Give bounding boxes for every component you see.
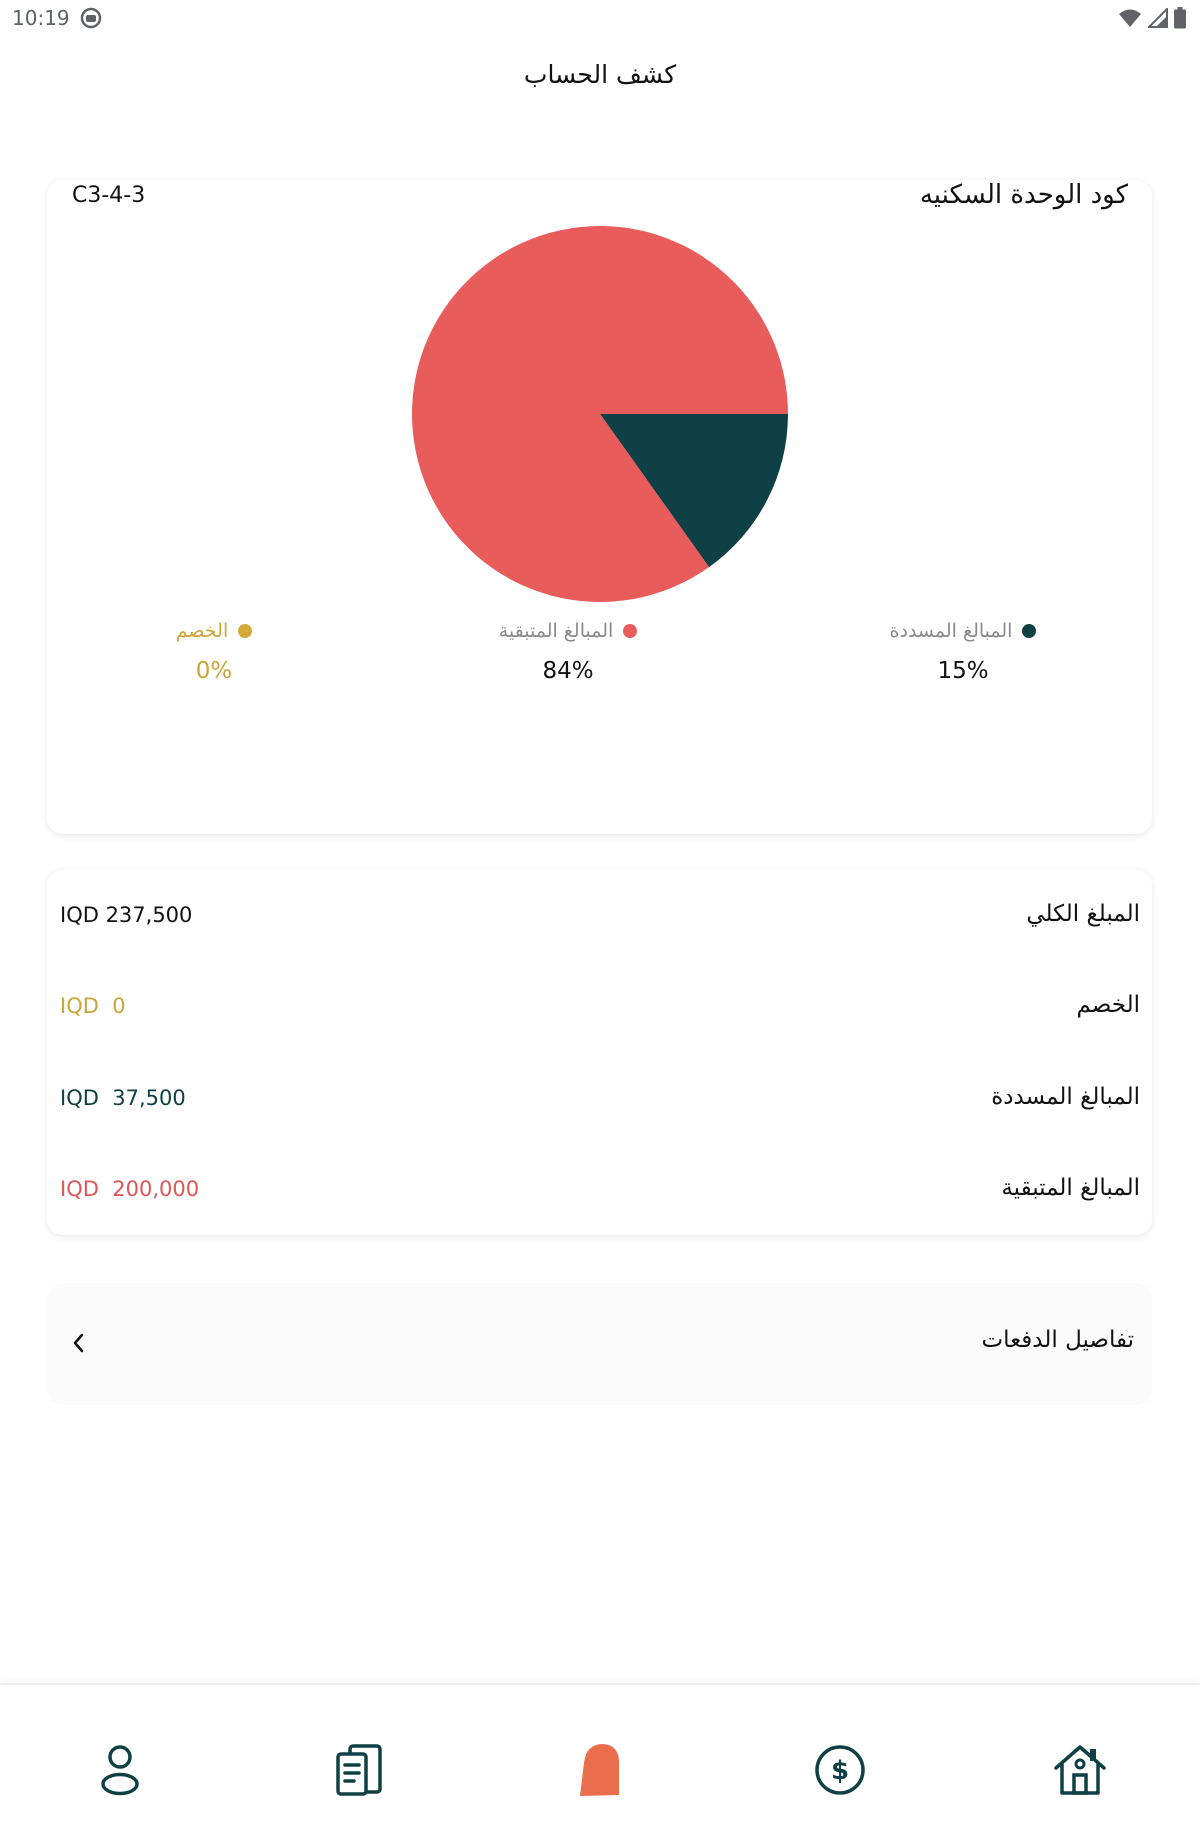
legend-discount [104, 620, 324, 684]
payment-details-button[interactable] [47, 1283, 1152, 1405]
legend-paid-percent: 15% [937, 658, 989, 684]
amount-label: المبالغ المسددة [991, 1084, 1140, 1110]
amount-row-paid [47, 1084, 1152, 1124]
status-time: 10:19 [12, 6, 70, 30]
nav-home[interactable] [1045, 1735, 1115, 1805]
page-title: كشف الحساب [523, 60, 677, 89]
svg-text:$: $ [830, 1756, 850, 1786]
nav-payments[interactable] [805, 1735, 875, 1805]
legend-remaining-dot [623, 624, 637, 638]
amount-label: الخصم [1076, 992, 1140, 1018]
bottom-navigation [0, 1683, 1200, 1833]
unit-code-label: كود الوحدة السكنيه [919, 180, 1128, 210]
amount-row-discount [47, 992, 1152, 1032]
home-icon [1052, 1743, 1108, 1797]
amount-row-remaining [47, 1175, 1152, 1215]
unit-code-value: C3-4-3 [72, 183, 146, 208]
amount-value: IQD 237,500 [60, 903, 193, 927]
legend-paid-dot [1022, 624, 1036, 638]
wifi-icon [1118, 8, 1142, 28]
amount-row-total [47, 901, 1152, 941]
legend-remaining-label: المبالغ المتبقية [498, 620, 614, 642]
account-chart-card [47, 180, 1152, 834]
amount-value: IQD 0 [60, 994, 126, 1018]
signal-icon [1148, 8, 1168, 28]
nav-documents[interactable] [325, 1735, 395, 1805]
dollar-icon [813, 1743, 867, 1797]
nav-profile[interactable] [85, 1735, 155, 1805]
legend-remaining-percent: 84% [542, 658, 594, 684]
profile-icon [98, 1744, 142, 1796]
legend-remaining [458, 620, 678, 684]
amount-label: المبلغ الكلي [1026, 901, 1140, 927]
legend-discount-label: الخصم [175, 620, 229, 642]
legend-discount-dot [238, 624, 252, 638]
legend-paid-label: المبالغ المسددة [889, 620, 1013, 642]
payment-details-label: تفاصيل الدفعات [981, 1327, 1134, 1353]
android-sim-icon [80, 7, 102, 29]
battery-icon [1174, 7, 1186, 29]
amounts-card [47, 870, 1152, 1235]
amount-value: IQD 200,000 [60, 1177, 200, 1201]
status-bar [0, 0, 1200, 36]
amount-value: IQD 37,500 [60, 1086, 186, 1110]
documents-icon [334, 1743, 386, 1797]
pie-chart [410, 224, 790, 604]
chevron-left-icon [69, 1327, 89, 1359]
status-icons [1118, 6, 1186, 30]
tombstone-icon [576, 1741, 624, 1799]
amount-label: المبالغ المتبقية [1001, 1175, 1140, 1201]
nav-tombstone-active[interactable] [565, 1735, 635, 1805]
legend-discount-percent: 0% [195, 658, 233, 684]
legend-paid [853, 620, 1073, 684]
